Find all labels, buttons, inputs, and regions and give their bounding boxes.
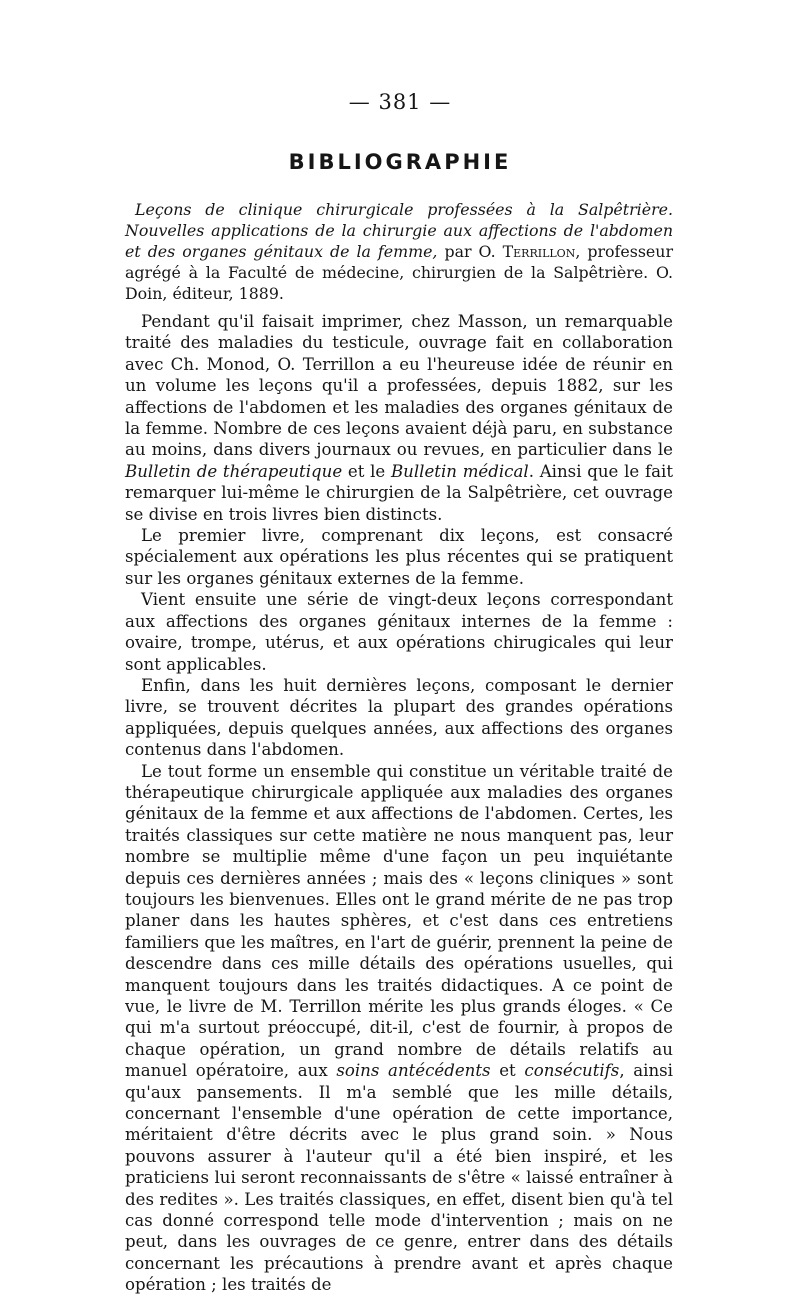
paragraph-3: Vient ensuite une série de vingt-deux leçons correspondant aux affections des organes génitaux internes de la femme : ovaire, trompe, utérus, et aux opérations chirugicales qui leur sont applicables. xyxy=(125,590,673,674)
emphasis: soins antécédents xyxy=(336,1061,491,1081)
paragraph-1-text-b: et le xyxy=(342,461,391,481)
emphasis: consécutifs xyxy=(524,1061,620,1081)
paragraph-4: Enfin, dans les huit dernières leçons, composant le dernier livre, se trouvent décrites la plupart des grandes opérations appliquées, depuis quelques années, aux affections des organes contenus dans l'abdomen. xyxy=(125,675,673,760)
paragraph-5-text-c: , ainsi qu'aux pansements. Il m'a semblé que les mille détails, concernant l'ensemble d'une opération de cette importance, méritaient d'être décrits avec le plus grand soin. » Nous pouvons assurer à l'auteur qu'il a été bien inspiré, et les praticiens lui seront reconnaissants de s'être « laissé entraîner à des redites ». Les traités classiques, en effet, disent bien qu'à tel cas donné correspond telle mode d'intervention ; mais on ne peut, dans les ouvrages de ce genre, entrer dans des détails concernant les précautions à prendre avant et après chaque opération ; les traités de xyxy=(125,1061,673,1295)
paragraph-5-text-a: Le tout forme un ensemble qui constitue un véritable traité de thérapeutique chirurgicale appliquée aux maladies des organes génitaux de la femme et aux affections de l'abdomen. Certes, les traités classiques sur cette matière ne nous manquent pas, leur nombre se multiplie même d'une façon un peu inquiétante depuis ces dernières années ; mais des « leçons cliniques » sont toujours les bienvenues. Elles ont le grand mérite de ne pas trop planer dans les hautes sphères, et c'est dans ces entretiens familiers que les maîtres, en l'art de guérir, prennent la peine de descendre dans ces mille détails des opérations usuelles, qui manquent toujours dans les traités didactiques. A ce point de vue, le livre de M. Terrillon mérite les plus grands éloges. « Ce qui m'a surtout préoccupé, dit-il, c'est de fournir, à propos de chaque opération, un grand nombre de détails relatifs au manuel opératoire, aux xyxy=(125,761,673,1081)
paragraph-5 xyxy=(125,761,673,1296)
section-title: BIBLIOGRAPHIE xyxy=(288,150,512,174)
paragraph-1-text-a: Pendant qu'il faisait imprimer, chez Masson, un remarquable traité des maladies du testicule, ouvrage fait en collaboration avec Ch. Monod, O. Terrillon a eu l'heureuse idée de réunir en un volume les leçons qu'il a professées, depuis 1882, sur les affections de l'abdomen et les maladies des organes génitaux de la femme. Nombre de ces leçons avaient déjà paru, en substance au moins, dans divers journaux ou revues, en particulier dans le xyxy=(125,312,673,460)
page-number: — 381 — xyxy=(348,90,452,114)
journal-title: Bulletin de thérapeutique xyxy=(125,461,343,481)
page-body xyxy=(125,199,673,1296)
bibliographic-reference xyxy=(125,199,673,304)
book-title: Leçons de clinique chirurgicale professées à la Salpêtrière. Nouvelles applications de la chirurgie aux affections de l'abdomen et des organes génitaux de la femme, xyxy=(125,200,673,261)
reference-by: par O. xyxy=(437,242,503,261)
paragraph-5-text-b: et xyxy=(490,1061,525,1081)
journal-title: Bulletin médical xyxy=(390,461,529,481)
paragraph-2: Le premier livre, comprenant dix leçons, est consacré spécialement aux opérations les plus récentes qui se pratiquent sur les organes génitaux externes de la femme. xyxy=(125,526,673,588)
paragraph-1 xyxy=(125,311,673,525)
reference-details: , professeur agrégé à la Faculté de médecine, chirurgien de la Salpêtrière. O. Doin, éditeur, 1889. xyxy=(125,242,674,303)
paragraph-1-text-c: . Ainsi que le fait remarquer lui-même le chirurgien de la Salpêtrière, cet ouvrage se divise en trois livres bien distincts. xyxy=(125,461,673,524)
author-name: Terrillon xyxy=(502,242,576,261)
